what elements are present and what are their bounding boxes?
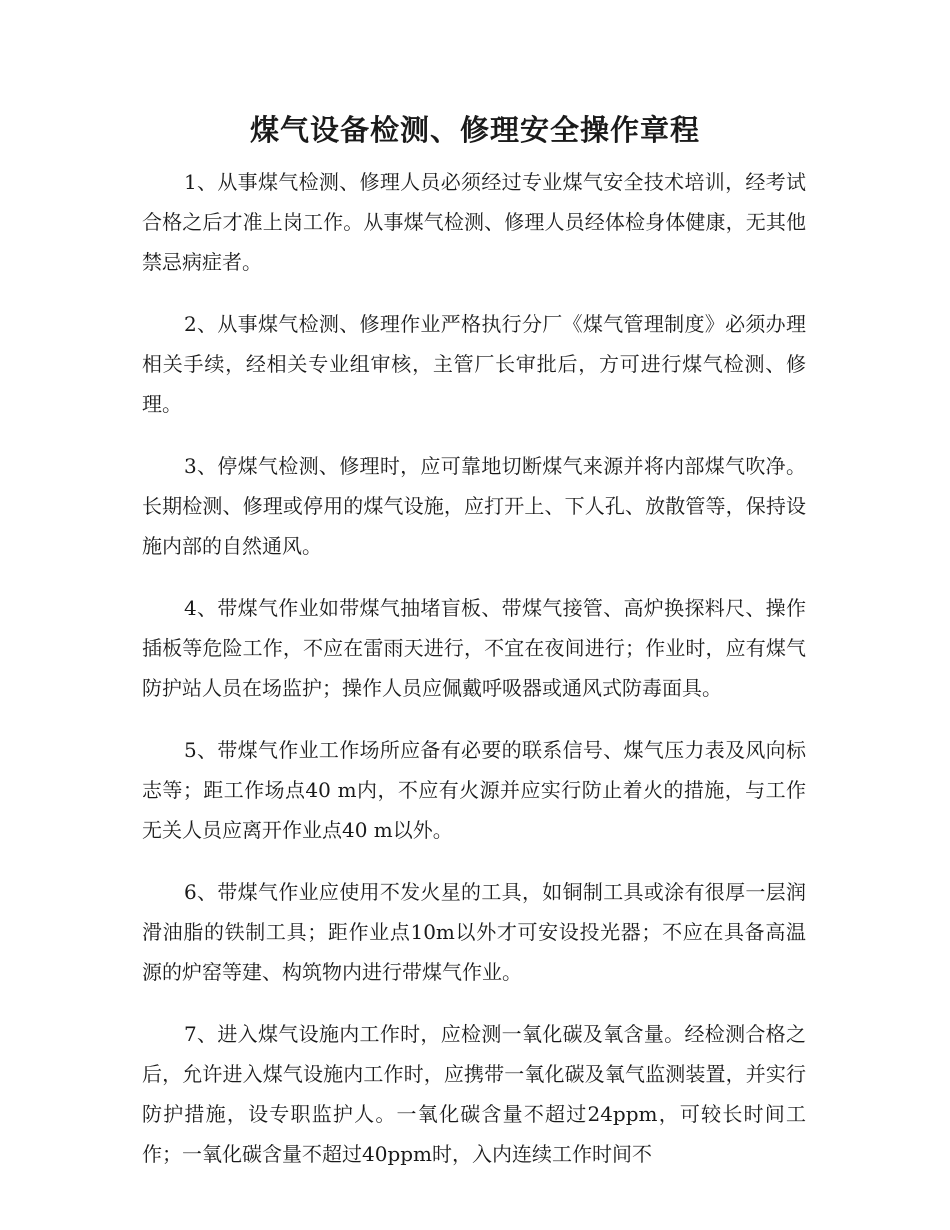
paragraph-5: 5、带煤气作业工作场所应备有必要的联系信号、煤气压力表及风向标志等；距工作场点40 m内，不应有火源并应实行防止着火的措施，与工作无关人员应离开作业点40 m以外。	[142, 738, 806, 842]
document-title: 煤气设备检测、修理安全操作章程	[249, 113, 700, 147]
paragraph-6: 6、带煤气作业应使用不发火星的工具，如铜制工具或涂有很厚一层润滑油脂的铁制工具；距作业点10m以外才可安设投光器；不应在具备高温源的炉窑等建、构筑物内进行带煤气作业。	[142, 880, 806, 984]
paragraph-1: 1、从事煤气检测、修理人员必须经过专业煤气安全技术培训，经考试合格之后才准上岗工作。从事煤气检测、修理人员经体检身体健康，无其他禁忌病症者。	[142, 170, 806, 274]
paragraph-2: 2、从事煤气检测、修理作业严格执行分厂《煤气管理制度》必须办理相关手续，经相关专业组审核，主管厂长审批后，方可进行煤气检测、修理。	[142, 312, 806, 416]
paragraph-7: 7、进入煤气设施内工作时，应检测一氧化碳及氧含量。经检测合格之后，允许进入煤气设施内工作时，应携带一氧化碳及氧气监测装置，并实行防护措施，设专职监护人。一氧化碳含量不超过24ppm，可较长时间工作；一氧化碳含量不超过40ppm时，入内连续工作时间不	[142, 1022, 806, 1166]
document-body	[142, 162, 806, 1196]
paragraph-3: 3、停煤气检测、修理时，应可靠地切断煤气来源并将内部煤气吹净。长期检测、修理或停用的煤气设施，应打开上、下人孔、放散管等，保持设施内部的自然通风。	[142, 454, 806, 558]
paragraph-4: 4、带煤气作业如带煤气抽堵盲板、带煤气接管、高炉换探料尺、操作插板等危险工作，不应在雷雨天进行，不宜在夜间进行；作业时，应有煤气防护站人员在场监护；操作人员应佩戴呼吸器或通风式防毒面具。	[142, 596, 806, 700]
